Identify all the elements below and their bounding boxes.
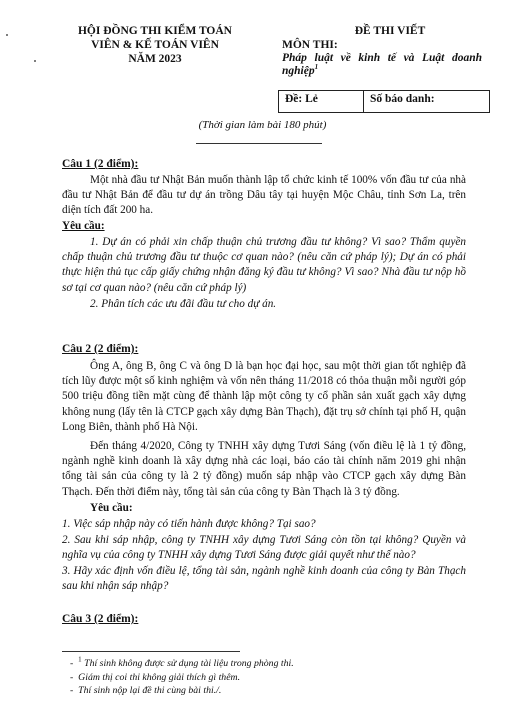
exam-year: NĂM 2023: [128, 53, 182, 65]
council-line-1: HỘI ĐỒNG THI KIỂM TOÁN: [77, 25, 232, 37]
subject-label: MÔN THI:: [282, 39, 338, 51]
question-1-title: Câu 1 (2 điểm):: [62, 158, 139, 170]
scan-speck: [34, 60, 36, 62]
footnote-separator: [62, 651, 240, 652]
footnote-2-text: Giám thị coi thi không giải thích gì thêm.: [78, 671, 241, 683]
question-2-title: Câu 2 (2 điểm):: [62, 343, 139, 355]
question-1-requirement-1: 1. Dự án có phải xin chấp thuận chủ trương đầu tư không? Vì sao? Thẩm quyền chấp thuận chủ trương đầu tư thuộc cơ quan nào? (nêu căn cứ pháp lý); Dự án có phải thực hiện thủ tục cấp giấy chứng nhận đăng ký đầu tư không? Vì sao? Nhà đầu tư nộp hồ sơ tại cơ quan nào? (nêu căn cứ pháp lý): [62, 236, 466, 294]
footnote-1-mark: 1: [78, 655, 82, 664]
exam-duration: (Thời gian làm bài 180 phút): [198, 119, 327, 131]
question-2-paragraph-2: Đến tháng 4/2020, Công ty TNHH xây dựng Tươi Sáng (vốn điều lệ là 1 tỷ đồng, ngành nghề kinh doanh là xây dựng nhà các loại, báo cáo tài chính năm 2019 ghi nhận tổng tài sản của công ty là 2 tỷ đồng) muốn sáp nhập vào CTCP gạch xây dựng Bàn Thạch. Đến thời điểm này, tổng tài sản của công ty Bàn Thạch là 3 tỷ đồng.: [62, 440, 466, 498]
subject-name-line-1: Pháp luật về kinh tế và Luật doanh: [282, 52, 482, 64]
question-2-requirement-1: 1. Việc sáp nhập này có tiến hành được không? Tại sao?: [62, 518, 316, 530]
exam-title: ĐỀ THI VIẾT: [354, 25, 426, 37]
footnotes: [70, 657, 470, 698]
candidate-number-field: Số báo danh:: [364, 91, 490, 113]
council-line-2: VIÊN & KẾ TOÁN VIÊN: [91, 39, 219, 51]
subject-name-line-2: [282, 64, 318, 78]
header-divider: [196, 143, 322, 144]
question-1-body: Một nhà đầu tư Nhật Bản muốn thành lập tổ chức kinh tế 100% vốn đầu tư của nhà đầu tư Nhật Bản để đầu tư dự án trồng Dâu tây tại huyện Mộc Châu, tỉnh Sơn La, trên diện tích đất 200 ha.: [62, 174, 466, 217]
footnote-3-text: Thí sinh nộp lại đề thi cùng bài thi./.: [78, 685, 222, 696]
question-3-title: Câu 3 (2 điểm):: [62, 613, 139, 625]
council-header: [60, 24, 250, 66]
footnote-2: - Giám thị coi thi không giải thích gì thêm.: [70, 671, 241, 683]
question-2-requirements-label: Yêu cầu:: [90, 502, 133, 514]
footnote-1: - $^1$ Thí sinh không được sử dụng tài liệu trong phòng thi.: [70, 655, 294, 669]
question-2-requirement-3: 3. Hãy xác định vốn điều lệ, tổng tài sản, ngành nghề kinh doanh của công ty Bàn Thạch sau khi nhận sáp nhập?: [62, 565, 466, 593]
subject-name-line-2-text: nghiệp: [282, 65, 315, 77]
exam-code: Đề: Lẻ: [279, 91, 364, 113]
question-1-requirements-label: Yêu cầu:: [62, 220, 105, 232]
question-1-requirement-2: 2. Phân tích các ưu đãi đầu tư cho dự án.: [90, 298, 277, 310]
exam-code-box: [278, 90, 490, 113]
footnote-mark: 1: [314, 63, 319, 72]
footnote-1-text: Thí sinh không được sử dụng tài liệu trong phòng thi.: [81, 658, 294, 669]
footnote-3: - Thí sinh nộp lại đề thi cùng bài thi./.: [70, 685, 222, 696]
question-2-paragraph-1: Ông A, ông B, ông C và ông D là bạn học đại học, sau một thời gian tốt nghiệp đã tích lũy được một số kinh nghiệm và vốn nên tháng 11/2018 có thỏa thuận mỗi người góp 500 triệu đồng tiền mặt cùng để thành lập một công ty cổ phần sản xuất gạch xây dựng không nung (lấy tên là CTCP gạch xây dựng Bàn Thạch), đặt trụ sở chính tại phố H, quận Long Biên, thành phố Hà Nội.: [62, 360, 466, 433]
question-2-requirement-2: 2. Sau khi sáp nhập, công ty TNHH xây dựng Tươi Sáng còn tồn tại không? Quyền và nghĩa vụ của công ty TNHH xây dựng Tươi Sáng được giải quyết như thế nào?: [62, 534, 466, 562]
scan-speck: [6, 34, 8, 36]
